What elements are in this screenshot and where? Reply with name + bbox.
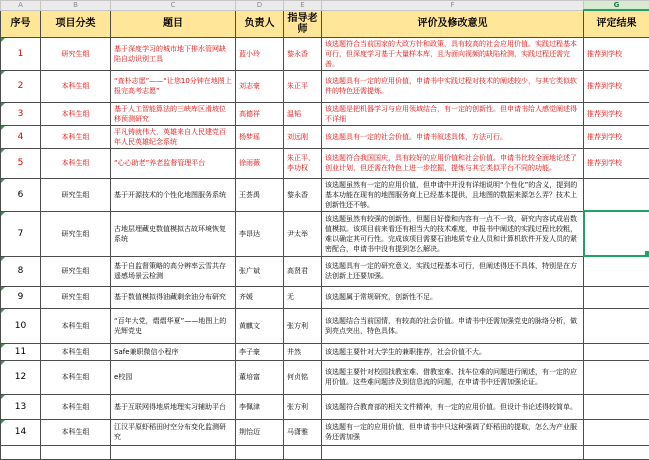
- table-row: [1, 102, 649, 125]
- cell-empty[interactable]: [41, 445, 111, 459]
- cell-category[interactable]: 本科生组: [41, 70, 111, 102]
- cell-empty[interactable]: [1, 445, 41, 459]
- cell-empty[interactable]: [322, 445, 584, 459]
- serial-number: 8: [18, 266, 24, 276]
- cell-comment[interactable]: 该选题结合当前国情，有较高的社会价值。申请书中还需加强党史的脉络分析，做到亮点突出，特色具体。: [322, 308, 584, 343]
- cell-category[interactable]: 研究生组: [41, 286, 111, 308]
- table-row: [1, 360, 649, 394]
- cell-comment[interactable]: 该选题虽然有较强的创新性，但题目好像和内容有一点不一致，研究内容试成岩数值模拟。该项目前来看还有相当大的技术难度，申报书中阐述的实践过程比较粗，难以确定其可行性。完成该项目需要石油地质专业人员和计算机软件开发人员的紧密配合，申请书中没有提到怎么解决。: [322, 211, 584, 256]
- table-row: [1, 211, 649, 256]
- table-row: [1, 419, 649, 445]
- cell-comment[interactable]: 该选题符合我国国庆，具有较好的应用价值和社会价值。申请书比较全面地论述了创业计划，但还需在特色上进一步挖掘，提炼与其它类似平台不同的功能。: [322, 148, 584, 178]
- cell-empty[interactable]: [111, 445, 236, 459]
- cell-serial[interactable]: [1, 211, 41, 256]
- cell-empty[interactable]: [236, 445, 284, 459]
- cell-comment[interactable]: 该选题有一定的应用价值，但申请书中只这种强调了虾稻田的提取，怎么为产业服务还需加强: [322, 419, 584, 445]
- cell-advisor[interactable]: 马潇雅: [284, 419, 322, 445]
- cell-result[interactable]: [584, 286, 649, 308]
- comment-flag-icon: [1, 103, 5, 107]
- cell-comment[interactable]: 该选题主要针对大学生的兼职推荐，社会价值不大。: [322, 343, 584, 360]
- cell-advisor[interactable]: 张方利: [284, 394, 322, 419]
- cell-leader[interactable]: 高德祥: [236, 102, 284, 125]
- cell-comment[interactable]: 该选题虽然有一定的应用价值，但申请中并没有详细说明“个性化”的含义，提到的基本功能在现有的地图服务商上已经基本提供，且地图的数据来源怎么弄？技术上创新性还不够。: [322, 178, 584, 211]
- cell-comment[interactable]: 该选题符合当前国家的大政方针和政策，具有较高的社会应用价值。实践过程基本可行，但深度学习基于大量样本库，且为面向视频的缺陷检测，实践过程还需完善。: [322, 37, 584, 70]
- table-row: [1, 178, 649, 211]
- cell-advisor[interactable]: 温韬: [284, 102, 322, 125]
- cell-category[interactable]: 本科生组: [41, 125, 111, 148]
- cell-comment[interactable]: 该选题主要针对校园找教室难、借教室难、找车位难的问题进行阐述，有一定的应用价值。这些难问题涉及到信息流的问题，在申请书中还需加强论证。: [322, 360, 584, 394]
- comment-flag-icon: [1, 257, 5, 261]
- cell-leader[interactable]: 李子豪: [236, 343, 284, 360]
- table-row: [1, 286, 649, 308]
- cell-leader[interactable]: 王荟禹: [236, 178, 284, 211]
- column-letter-d[interactable]: D: [236, 1, 284, 11]
- cell-title[interactable]: “心心助老”养老监督管理平台: [111, 148, 236, 178]
- cell-empty[interactable]: [584, 445, 649, 459]
- cell-title[interactable]: 基于开源技术的个性化地图服务系统: [111, 178, 236, 211]
- serial-number: 7: [18, 229, 24, 239]
- serial-number: 12: [15, 372, 26, 382]
- cell-serial[interactable]: [1, 37, 41, 70]
- column-letter-f[interactable]: F: [322, 1, 584, 11]
- cell-serial[interactable]: [1, 360, 41, 394]
- comment-flag-icon: [1, 38, 5, 42]
- cell-category[interactable]: 研究生组: [41, 211, 111, 256]
- comment-flag-icon: [1, 126, 5, 130]
- table-row: [1, 308, 649, 343]
- comment-flag-icon: [1, 212, 5, 216]
- column-letter-c[interactable]: C: [111, 1, 236, 11]
- cell-advisor[interactable]: 尹太举: [284, 211, 322, 256]
- serial-number: 11: [15, 347, 26, 357]
- cell-category[interactable]: 本科生组: [41, 102, 111, 125]
- cell-comment[interactable]: 该选题具有一定的研究意义，实践过程基本可行，但阐述得还不具体，特别是在方法创新上还要加强。: [322, 256, 584, 286]
- cell-comment[interactable]: 该选题符合教育部的相关文件精神，有一定的应用价值。但设计书论述得较简单。: [322, 394, 584, 419]
- sheet-header-row: [1, 10, 649, 37]
- table-row: [1, 394, 649, 419]
- table-row: [1, 445, 649, 459]
- cell-result[interactable]: [584, 211, 649, 256]
- table-row: [1, 148, 649, 178]
- cell-serial[interactable]: [1, 308, 41, 343]
- cell-serial[interactable]: [1, 256, 41, 286]
- comment-flag-icon: [1, 149, 5, 153]
- fill-handle[interactable]: [644, 250, 649, 256]
- cell-title[interactable]: 江汉平原虾稻田时空分布变化监测研究: [111, 419, 236, 445]
- cell-title[interactable]: 基于互联网得地质地理实习辅助平台: [111, 394, 236, 419]
- cell-advisor[interactable]: 井然: [284, 343, 322, 360]
- column-letters-row: [1, 1, 649, 11]
- cell-advisor[interactable]: 高贤君: [284, 256, 322, 286]
- comment-flag-icon: [1, 71, 5, 75]
- cell-leader[interactable]: 黄麒文: [236, 308, 284, 343]
- serial-number: 9: [18, 292, 24, 302]
- cell-result[interactable]: [584, 343, 649, 360]
- cell-comment[interactable]: 该选题具有一定的应用价值，申请书中实践过程对技术的阐述较少，与其它类似软件的特色还需提炼。: [322, 70, 584, 102]
- cell-leader[interactable]: 齐媛: [236, 286, 284, 308]
- cell-leader[interactable]: 李昂达: [236, 211, 284, 256]
- cell-title[interactable]: 基于自监督策略的高分辨率云雪共存遥感场景云检测: [111, 256, 236, 286]
- comment-flag-icon: [1, 361, 5, 365]
- cell-category[interactable]: 本科生组: [41, 148, 111, 178]
- comment-flag-icon: [1, 309, 5, 313]
- cell-category[interactable]: 本科生组: [41, 343, 111, 360]
- cell-leader[interactable]: 刘志豪: [236, 70, 284, 102]
- column-letter-g-selected[interactable]: G: [584, 1, 649, 11]
- cell-title[interactable]: “百年大党，熠熠华夏”——地图上的光辉党史: [111, 308, 236, 343]
- cell-leader[interactable]: 李佩津: [236, 394, 284, 419]
- cell-leader[interactable]: 徐雨薇: [236, 148, 284, 178]
- comment-flag-icon: [1, 420, 5, 424]
- column-letter-b[interactable]: B: [41, 1, 111, 11]
- cell-category[interactable]: 本科生组: [41, 394, 111, 419]
- serial-number: 6: [18, 190, 24, 200]
- cell-category[interactable]: 研究生组: [41, 256, 111, 286]
- cell-advisor[interactable]: 黎永香: [284, 37, 322, 70]
- cell-title[interactable]: Safe兼职微信小程序: [111, 343, 236, 360]
- cell-advisor[interactable]: 朱正平，李功权: [284, 148, 322, 178]
- cell-title[interactable]: 基于人工智能算法的三峡库区滑坡位移预测研究: [111, 102, 236, 125]
- cell-result[interactable]: 推荐到学校: [584, 125, 649, 148]
- serial-number: 1: [18, 49, 24, 59]
- cell-serial[interactable]: [1, 70, 41, 102]
- cell-title[interactable]: 基于数值模拟得油藏剩余油分布研究: [111, 286, 236, 308]
- header-result[interactable]: 评定结果: [584, 10, 649, 37]
- header-leader[interactable]: 负责人: [236, 10, 284, 37]
- cell-result[interactable]: [584, 256, 649, 286]
- cell-empty[interactable]: [284, 445, 322, 459]
- header-advisor[interactable]: 指导老师: [284, 10, 322, 37]
- cell-result[interactable]: [584, 419, 649, 445]
- header-category[interactable]: 项目分类: [41, 10, 111, 37]
- cell-result[interactable]: 推荐到学校: [584, 37, 649, 70]
- cell-advisor[interactable]: 黎永香: [284, 178, 322, 211]
- cell-leader[interactable]: 蓝小玲: [236, 37, 284, 70]
- cell-leader[interactable]: 张广斌: [236, 256, 284, 286]
- column-letter-e[interactable]: E: [284, 1, 322, 11]
- comment-flag-icon: [1, 179, 5, 183]
- serial-number: 3: [18, 109, 24, 119]
- cell-serial[interactable]: [1, 125, 41, 148]
- serial-number: 13: [15, 402, 26, 412]
- cell-leader[interactable]: 杨梦瑶: [236, 125, 284, 148]
- cell-result[interactable]: [584, 308, 649, 343]
- table-row: [1, 125, 649, 148]
- comment-flag-icon: [1, 344, 5, 348]
- data-rows: [1, 37, 649, 459]
- cell-serial[interactable]: [1, 419, 41, 445]
- cell-advisor[interactable]: 刘远刚: [284, 125, 322, 148]
- cell-result[interactable]: 推荐到学校: [584, 148, 649, 178]
- serial-number: 14: [15, 427, 26, 437]
- serial-number: 4: [18, 132, 24, 142]
- comment-flag-icon: [1, 287, 5, 291]
- table-row: [1, 37, 649, 70]
- cell-advisor[interactable]: 无: [284, 286, 322, 308]
- cell-serial[interactable]: [1, 178, 41, 211]
- cell-leader[interactable]: 荆怡迈: [236, 419, 284, 445]
- cell-title[interactable]: 基于深度学习的城市地下排水管网缺陷自动识别工具: [111, 37, 236, 70]
- cell-title[interactable]: 古地层埋藏史数值模拟古故环境恢复系统: [111, 211, 236, 256]
- cell-serial[interactable]: [1, 286, 41, 308]
- cell-result[interactable]: 推荐到学校: [584, 102, 649, 125]
- cell-result[interactable]: [584, 360, 649, 394]
- table-row: [1, 256, 649, 286]
- cell-title[interactable]: 平凡铸就伟大，英雄来自人民建党百年人民英雄纪念系统: [111, 125, 236, 148]
- cell-comment[interactable]: 该选题属于常规研究，创新性不足。: [322, 286, 584, 308]
- header-comments[interactable]: 评价及修改意见: [322, 10, 584, 37]
- header-serial[interactable]: 序号: [1, 10, 41, 37]
- cell-title[interactable]: e校园: [111, 360, 236, 394]
- cell-serial[interactable]: [1, 102, 41, 125]
- table-row: [1, 343, 649, 360]
- cell-category[interactable]: 本科生组: [41, 419, 111, 445]
- cell-result[interactable]: [584, 394, 649, 419]
- comment-flag-icon: [1, 395, 5, 399]
- cell-result[interactable]: [584, 178, 649, 211]
- cell-serial[interactable]: [1, 343, 41, 360]
- serial-number: 5: [18, 158, 24, 168]
- cell-title[interactable]: “查朴志愿”——“让您10分钟在地图上报完高考志愿”: [111, 70, 236, 102]
- cell-advisor[interactable]: 何贞铭: [284, 360, 322, 394]
- column-letter-a[interactable]: A: [1, 1, 41, 11]
- serial-number: 2: [18, 81, 24, 91]
- cell-category[interactable]: 研究生组: [41, 37, 111, 70]
- cell-comment[interactable]: 该选题是把机器学习与应用领域结合，有一定的创新性。但申请书给人感觉阐述得不详细: [322, 102, 584, 125]
- serial-number: 10: [15, 321, 26, 331]
- cell-category[interactable]: 研究生组: [41, 178, 111, 211]
- cell-category[interactable]: 本科生组: [41, 360, 111, 394]
- header-title[interactable]: 题目: [111, 10, 236, 37]
- table-row: [1, 70, 649, 102]
- cell-category[interactable]: 本科生组: [41, 308, 111, 343]
- cell-comment[interactable]: 该选题具有一定的社会价值。申请书叙述具体，方法可行。: [322, 125, 584, 148]
- cell-result[interactable]: 推荐到学校: [584, 70, 649, 102]
- cell-serial[interactable]: [1, 394, 41, 419]
- cell-advisor[interactable]: 张方利: [284, 308, 322, 343]
- cell-leader[interactable]: 董培富: [236, 360, 284, 394]
- cell-advisor[interactable]: 朱正平: [284, 70, 322, 102]
- cell-serial[interactable]: [1, 148, 41, 178]
